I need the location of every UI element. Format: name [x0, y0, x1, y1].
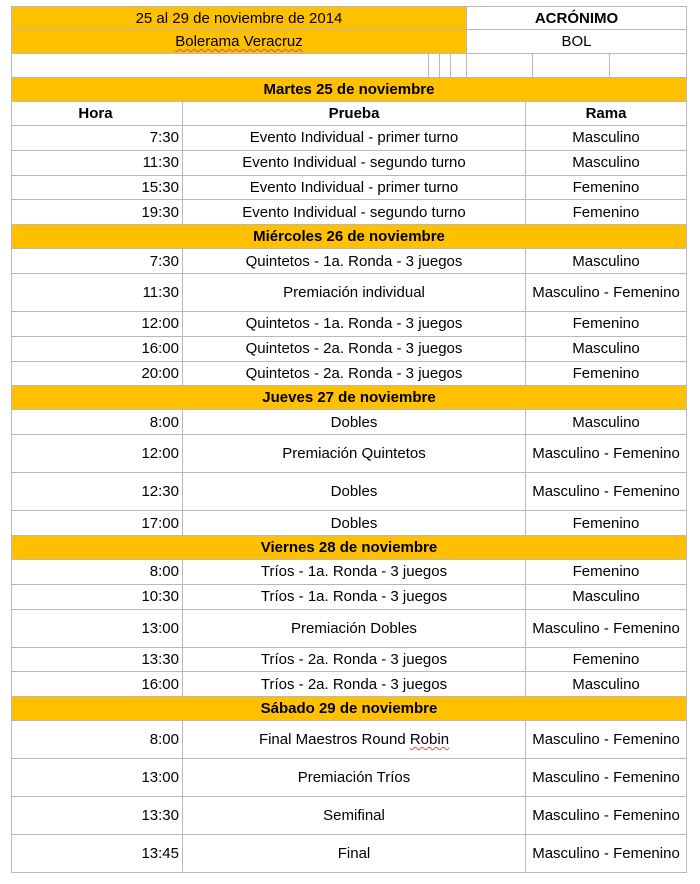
cell-rama: Masculino — [526, 410, 687, 435]
cell-rama: Masculino — [526, 126, 687, 151]
cell-rama: Masculino - Femenino — [526, 721, 687, 759]
acronym-value: BOL — [467, 30, 687, 54]
cell-hora: 20:00 — [11, 362, 183, 387]
cell-hora: 7:30 — [11, 249, 183, 274]
cell-rama: Femenino — [526, 648, 687, 673]
cell-rama: Masculino - Femenino — [526, 274, 687, 312]
cell-hora: 16:00 — [11, 337, 183, 362]
cell-rama: Femenino — [526, 511, 687, 536]
cell-hora: 12:30 — [11, 473, 183, 511]
cell-rama: Masculino - Femenino — [526, 473, 687, 511]
day-title: Sábado 29 de noviembre — [11, 697, 687, 721]
cell-rama: Masculino — [526, 337, 687, 362]
prueba-text: Premiación Dobles — [291, 619, 417, 637]
cell-prueba — [183, 610, 526, 648]
cell-rama: Femenino — [526, 560, 687, 585]
cell-rama: Femenino — [526, 362, 687, 387]
cell-rama: Masculino - Femenino — [526, 835, 687, 873]
prueba-text: Tríos - 1a. Ronda - 3 juegos — [260, 563, 448, 581]
cell-rama: Masculino - Femenino — [526, 435, 687, 473]
prueba-text: Premiación Quintetos — [282, 445, 426, 463]
cell-hora: 13:00 — [11, 759, 183, 797]
column-header-prueba: Prueba — [183, 102, 526, 126]
cell-rama: Masculino — [526, 151, 687, 176]
cell-prueba — [183, 362, 526, 387]
cell-hora: 8:00 — [11, 560, 183, 585]
table-row — [11, 410, 687, 435]
cell-hora: 15:30 — [11, 176, 183, 201]
table-row — [11, 126, 687, 151]
day-row — [11, 697, 687, 721]
table-row — [11, 249, 687, 274]
day-row — [11, 536, 687, 560]
cell-prueba — [183, 797, 526, 835]
table-row — [11, 151, 687, 176]
cell-hora: 8:00 — [11, 721, 183, 759]
cell-prueba — [183, 126, 526, 151]
cell-rama: Femenino — [526, 200, 687, 225]
prueba-text: Final — [337, 845, 371, 863]
prueba-text: Quintetos - 1a. Ronda - 3 juegos — [245, 252, 463, 270]
prueba-text: Dobles — [330, 514, 378, 532]
table-row — [11, 312, 687, 337]
prueba-text: Tríos - 2a. Ronda - 3 juegos — [260, 675, 448, 693]
cell-hora: 11:30 — [11, 274, 183, 312]
cell-hora: 12:00 — [11, 435, 183, 473]
prueba-text: Dobles — [330, 483, 378, 501]
prueba-text: Tríos - 2a. Ronda - 3 juegos — [260, 650, 448, 668]
cell-prueba — [183, 473, 526, 511]
day-row — [11, 78, 687, 102]
days-container — [11, 78, 687, 873]
prueba-text: Tríos - 1a. Ronda - 3 juegos — [260, 588, 448, 606]
cell-prueba — [183, 312, 526, 337]
cell-rama: Femenino — [526, 312, 687, 337]
table-row — [11, 672, 687, 697]
cell-prueba — [183, 274, 526, 312]
cell-prueba — [183, 672, 526, 697]
day-title: Jueves 27 de noviembre — [11, 386, 687, 410]
cell-prueba — [183, 721, 526, 759]
cell-hora: 10:30 — [11, 585, 183, 610]
cell-hora: 13:00 — [11, 610, 183, 648]
blank-cell — [533, 54, 610, 78]
cell-hora: 7:30 — [11, 126, 183, 151]
table-row — [11, 759, 687, 797]
blank-cell — [11, 54, 429, 78]
venue-text: Bolerama Veracruz — [175, 33, 303, 50]
table-row — [11, 435, 687, 473]
venue-name — [11, 30, 467, 54]
table-row — [11, 200, 687, 225]
prueba-text: Quintetos - 2a. Ronda - 3 juegos — [245, 364, 463, 382]
table-row — [11, 337, 687, 362]
cell-rama: Masculino — [526, 585, 687, 610]
event-dates: 25 al 29 de noviembre de 2014 — [11, 6, 467, 30]
table-row — [11, 176, 687, 201]
acronym-label: ACRÓNIMO — [467, 6, 687, 30]
cell-hora: 13:45 — [11, 835, 183, 873]
blank-cell — [429, 54, 440, 78]
column-header-hora: Hora — [11, 102, 183, 126]
table-row — [11, 721, 687, 759]
cell-prueba — [183, 151, 526, 176]
header-row-venue — [11, 30, 687, 54]
column-header-rama: Rama — [526, 102, 687, 126]
cell-prueba — [183, 759, 526, 797]
cell-prueba — [183, 337, 526, 362]
prueba-text: Evento Individual - primer turno — [249, 129, 459, 147]
cell-rama: Masculino — [526, 672, 687, 697]
cell-hora: 8:00 — [11, 410, 183, 435]
blank-cell — [451, 54, 467, 78]
day-title: Miércoles 26 de noviembre — [11, 225, 687, 249]
table-row — [11, 797, 687, 835]
day-title: Viernes 28 de noviembre — [11, 536, 687, 560]
prueba-text: Semifinal — [323, 807, 385, 825]
header-row-dates — [11, 6, 687, 30]
table-row — [11, 511, 687, 536]
cell-rama: Masculino - Femenino — [526, 610, 687, 648]
cell-rama: Femenino — [526, 176, 687, 201]
cell-hora: 13:30 — [11, 797, 183, 835]
prueba-text: Premiación Tríos — [297, 769, 411, 787]
prueba-text: Quintetos - 2a. Ronda - 3 juegos — [245, 340, 463, 358]
cell-prueba — [183, 835, 526, 873]
cell-hora: 11:30 — [11, 151, 183, 176]
table-row — [11, 835, 687, 873]
cell-prueba — [183, 585, 526, 610]
cell-rama: Masculino — [526, 249, 687, 274]
column-header-row — [11, 102, 687, 126]
table-row — [11, 362, 687, 387]
prueba-text: Evento Individual - segundo turno — [242, 154, 466, 172]
table-row — [11, 274, 687, 312]
table-row — [11, 560, 687, 585]
table-row — [11, 610, 687, 648]
cell-rama: Masculino - Femenino — [526, 759, 687, 797]
cell-prueba — [183, 648, 526, 673]
prueba-text: Premiación individual — [283, 283, 425, 301]
spellcheck-word: Robin — [409, 731, 450, 749]
table-row — [11, 648, 687, 673]
prueba-text: Dobles — [330, 413, 378, 431]
cell-prueba — [183, 435, 526, 473]
blank-cell — [610, 54, 687, 78]
table-row — [11, 473, 687, 511]
cell-prueba — [183, 511, 526, 536]
cell-prueba — [183, 249, 526, 274]
cell-prueba — [183, 410, 526, 435]
cell-prueba — [183, 176, 526, 201]
prueba-text: Evento Individual - primer turno — [249, 178, 459, 196]
day-row — [11, 225, 687, 249]
blank-cell — [440, 54, 451, 78]
cell-hora: 12:00 — [11, 312, 183, 337]
cell-hora: 16:00 — [11, 672, 183, 697]
day-row — [11, 386, 687, 410]
cell-hora: 19:30 — [11, 200, 183, 225]
schedule-table — [11, 6, 687, 873]
cell-prueba — [183, 560, 526, 585]
day-title: Martes 25 de noviembre — [11, 78, 687, 102]
prueba-text: Final Maestros Round Robin — [258, 731, 450, 749]
cell-hora: 13:30 — [11, 648, 183, 673]
blank-row — [11, 54, 687, 78]
table-row — [11, 585, 687, 610]
cell-hora: 17:00 — [11, 511, 183, 536]
cell-prueba — [183, 200, 526, 225]
cell-rama: Masculino - Femenino — [526, 797, 687, 835]
prueba-text: Quintetos - 1a. Ronda - 3 juegos — [245, 315, 463, 333]
prueba-text: Evento Individual - segundo turno — [242, 203, 466, 221]
blank-cell — [467, 54, 533, 78]
